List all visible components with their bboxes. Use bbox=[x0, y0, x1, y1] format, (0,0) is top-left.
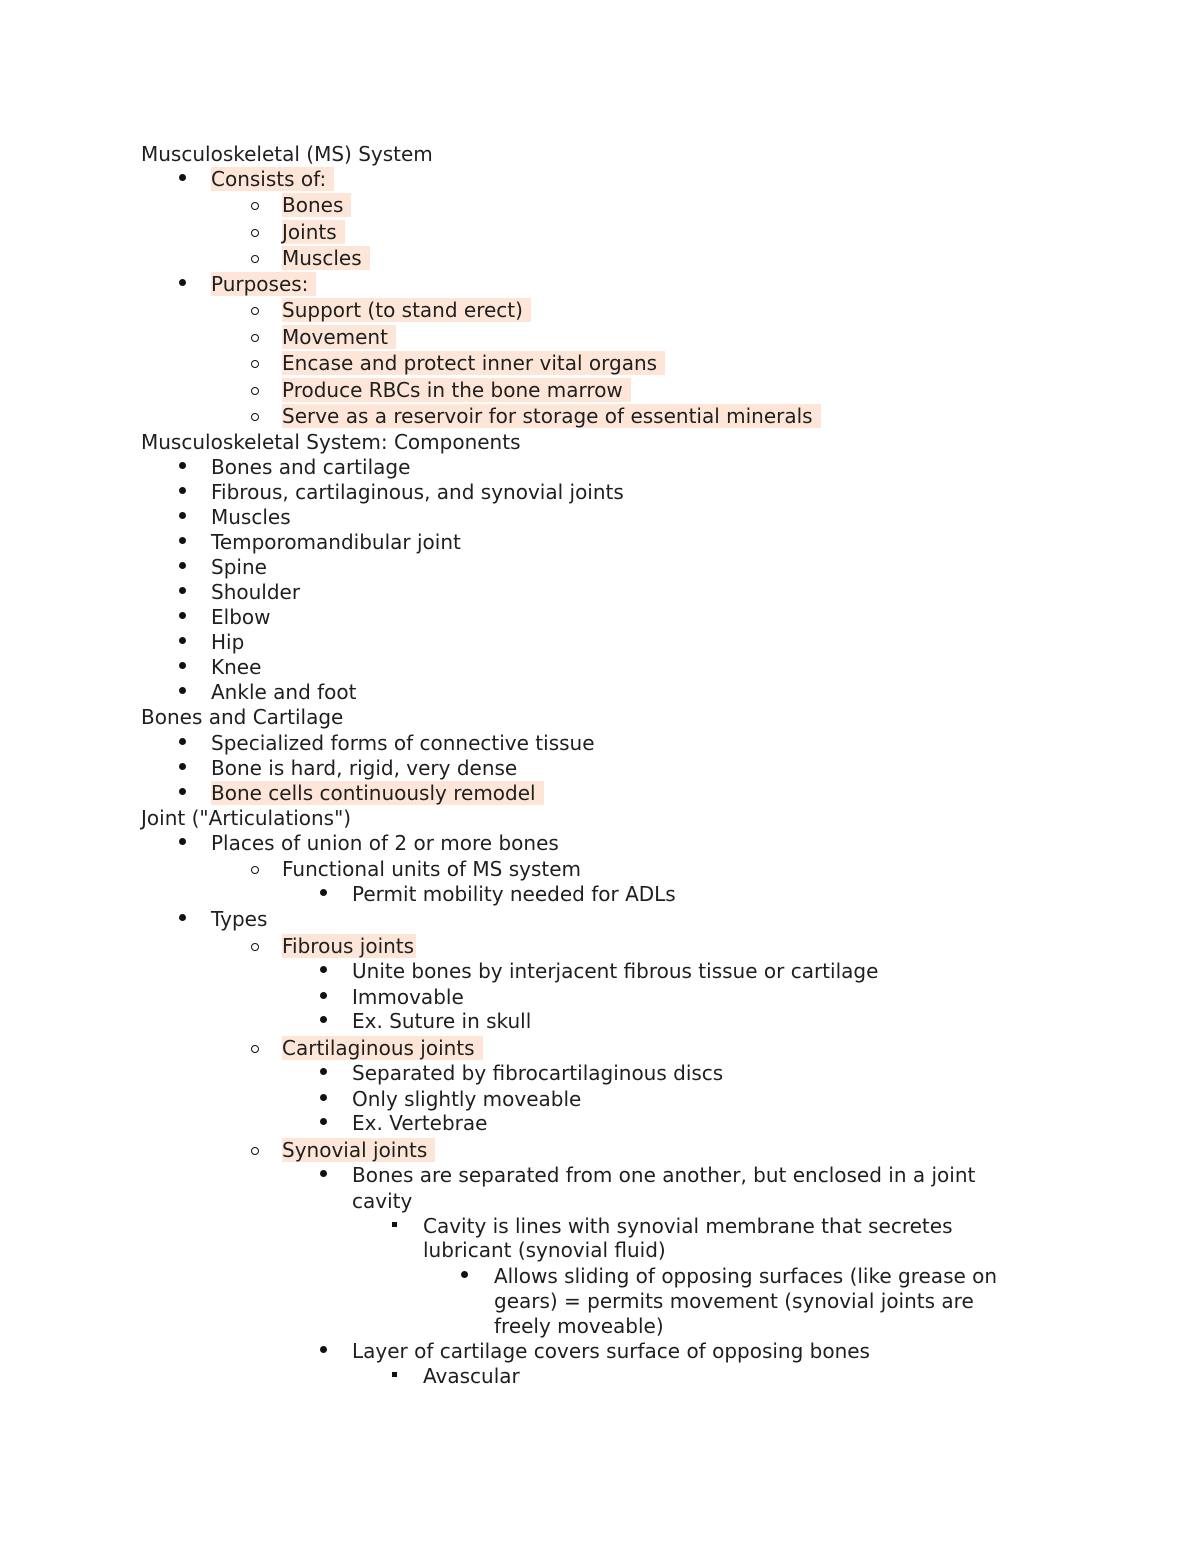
list-item bbox=[282, 325, 396, 350]
bullet-disc bbox=[172, 756, 192, 781]
list-item: Only slightly moveable bbox=[352, 1087, 582, 1111]
list-item: Ex. Suture in skull bbox=[352, 1009, 532, 1033]
bullet-disc bbox=[172, 907, 192, 932]
list-item: Spine bbox=[211, 555, 267, 579]
highlighted-text: Fibrous joints bbox=[282, 934, 415, 958]
bullet-circle bbox=[245, 404, 265, 429]
bullet-disc bbox=[172, 505, 192, 530]
bullet-disc bbox=[313, 1163, 333, 1188]
list-item bbox=[282, 1036, 483, 1061]
bullet-disc bbox=[172, 455, 192, 480]
bullet-square bbox=[384, 1214, 404, 1239]
list-item: Temporomandibular joint bbox=[211, 530, 461, 554]
list-item: Ankle and foot bbox=[211, 680, 357, 704]
bullet-circle bbox=[245, 351, 265, 376]
list-item bbox=[211, 272, 316, 297]
heading-bones-cartilage: Bones and Cartilage bbox=[141, 705, 344, 729]
highlighted-text: Encase and protect inner vital organs bbox=[282, 351, 665, 375]
list-item: Avascular bbox=[423, 1364, 520, 1388]
list-item: Immovable bbox=[352, 985, 464, 1009]
list-item bbox=[211, 167, 334, 192]
bullet-disc bbox=[172, 555, 192, 580]
bullet-disc bbox=[313, 959, 333, 984]
heading-joint: Joint ("Articulations") bbox=[141, 806, 352, 830]
highlighted-text: Bones bbox=[282, 193, 351, 217]
list-item-continuation: gears) = permits movement (synovial joints are bbox=[494, 1289, 974, 1313]
list-item bbox=[282, 351, 665, 376]
list-item-continuation: cavity bbox=[352, 1189, 413, 1213]
bullet-disc bbox=[313, 882, 333, 907]
bullet-disc bbox=[172, 655, 192, 680]
bullet-circle bbox=[245, 193, 265, 218]
list-item: Places of union of 2 or more bones bbox=[211, 831, 559, 855]
bullet-circle bbox=[245, 378, 265, 403]
highlighted-text: Bone cells continuously remodel bbox=[211, 781, 544, 805]
list-item: Cavity is lines with synovial membrane that secretes bbox=[423, 1214, 953, 1238]
highlighted-text: Muscles bbox=[282, 246, 370, 270]
bullet-disc bbox=[172, 167, 192, 192]
list-item: Types bbox=[211, 907, 268, 931]
list-item: Bone is hard, rigid, very dense bbox=[211, 756, 518, 780]
bullet-disc bbox=[313, 985, 333, 1010]
list-item-continuation: freely moveable) bbox=[494, 1314, 664, 1338]
bullet-disc bbox=[313, 1087, 333, 1112]
bullet-circle bbox=[245, 246, 265, 271]
highlighted-text: Purposes: bbox=[211, 272, 316, 296]
bullet-disc bbox=[313, 1339, 333, 1364]
list-item bbox=[282, 1138, 435, 1163]
bullet-circle bbox=[245, 1138, 265, 1163]
list-item: Allows sliding of opposing surfaces (like grease on bbox=[494, 1264, 998, 1288]
bullet-disc bbox=[172, 605, 192, 630]
bullet-disc bbox=[172, 630, 192, 655]
list-item: Shoulder bbox=[211, 580, 301, 604]
list-item: Bones and cartilage bbox=[211, 455, 411, 479]
list-item bbox=[211, 781, 544, 806]
heading-components: Musculoskeletal System: Components bbox=[141, 430, 521, 454]
bullet-disc bbox=[172, 731, 192, 756]
list-item: Fibrous, cartilaginous, and synovial joints bbox=[211, 480, 624, 504]
list-item bbox=[282, 934, 416, 959]
bullet-disc bbox=[454, 1264, 474, 1289]
highlighted-text: Cartilaginous joints bbox=[282, 1036, 483, 1060]
list-item bbox=[282, 220, 345, 245]
bullet-circle bbox=[245, 934, 265, 959]
list-item bbox=[282, 404, 821, 429]
highlighted-text: Movement bbox=[282, 325, 396, 349]
list-item: Muscles bbox=[211, 505, 291, 529]
list-item: Bones are separated from one another, but enclosed in a joint bbox=[352, 1163, 976, 1187]
bullet-circle bbox=[245, 325, 265, 350]
highlighted-text: Produce RBCs in the bone marrow bbox=[282, 378, 631, 402]
bullet-disc bbox=[172, 530, 192, 555]
list-item: Knee bbox=[211, 655, 262, 679]
list-item bbox=[282, 378, 631, 403]
list-item: Specialized forms of connective tissue bbox=[211, 731, 595, 755]
bullet-disc bbox=[172, 781, 192, 806]
bullet-circle bbox=[245, 1036, 265, 1061]
bullet-disc bbox=[313, 1061, 333, 1086]
bullet-square bbox=[384, 1364, 404, 1389]
list-item: Elbow bbox=[211, 605, 271, 629]
list-item: Hip bbox=[211, 630, 245, 654]
list-item-continuation: lubricant (synovial fluid) bbox=[423, 1238, 666, 1262]
bullet-disc bbox=[313, 1009, 333, 1034]
list-item bbox=[282, 298, 531, 323]
bullet-circle bbox=[245, 220, 265, 245]
list-item: Layer of cartilage covers surface of opposing bones bbox=[352, 1339, 870, 1363]
list-item: Unite bones by interjacent fibrous tissue or cartilage bbox=[352, 959, 879, 983]
highlighted-text: Joints bbox=[282, 220, 345, 244]
highlighted-text: Synovial joints bbox=[282, 1138, 435, 1162]
bullet-disc bbox=[172, 831, 192, 856]
list-item: Permit mobility needed for ADLs bbox=[352, 882, 676, 906]
bullet-disc bbox=[172, 580, 192, 605]
list-item: Separated by fibrocartilaginous discs bbox=[352, 1061, 724, 1085]
bullet-disc bbox=[172, 680, 192, 705]
bullet-circle bbox=[245, 298, 265, 323]
highlighted-text: Support (to stand erect) bbox=[282, 298, 531, 322]
heading-ms-system: Musculoskeletal (MS) System bbox=[141, 142, 433, 166]
bullet-disc bbox=[172, 480, 192, 505]
list-item: Functional units of MS system bbox=[282, 857, 582, 881]
highlighted-text: Consists of: bbox=[211, 167, 334, 191]
highlighted-text: Serve as a reservoir for storage of essential minerals bbox=[282, 404, 821, 428]
bullet-disc bbox=[313, 1111, 333, 1136]
list-item bbox=[282, 246, 370, 271]
list-item: Ex. Vertebrae bbox=[352, 1111, 488, 1135]
bullet-circle bbox=[245, 857, 265, 882]
bullet-disc bbox=[172, 272, 192, 297]
list-item bbox=[282, 193, 351, 218]
